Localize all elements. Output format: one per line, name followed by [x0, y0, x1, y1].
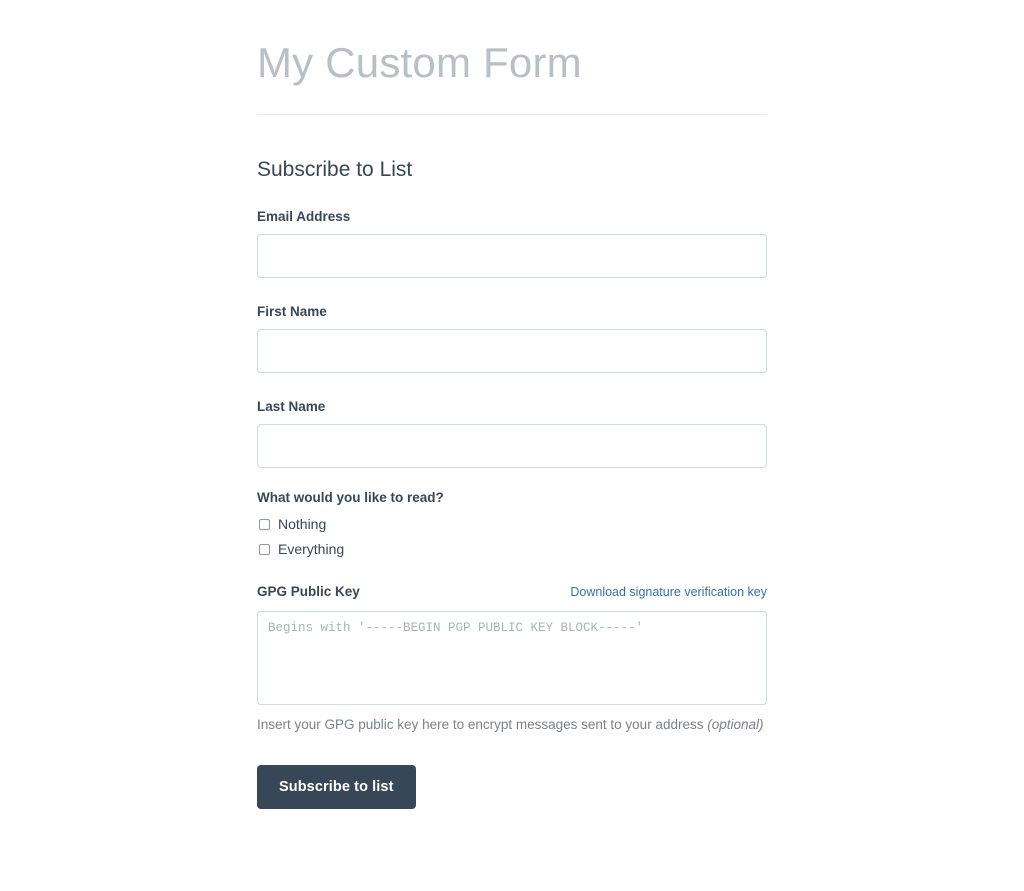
- checkbox-label-nothing: Nothing: [278, 516, 327, 533]
- field-last-name: [257, 399, 767, 468]
- email-label: Email Address: [257, 208, 351, 224]
- field-email-address: [257, 209, 767, 278]
- gpg-public-key-textarea[interactable]: [257, 611, 767, 705]
- last-name-label: Last Name: [257, 398, 326, 414]
- gpg-label: GPG Public Key: [257, 583, 360, 599]
- form-container: [257, 0, 767, 809]
- field-first-name: [257, 304, 767, 373]
- subscribe-to-list-button[interactable]: Subscribe to list: [257, 765, 416, 809]
- gpg-help-text-main: Insert your GPG public key here to encrypt messages sent to your address: [257, 716, 708, 732]
- last-name-input[interactable]: [257, 424, 767, 468]
- checkbox-everything[interactable]: [259, 544, 270, 555]
- checkbox-row-everything[interactable]: [257, 541, 767, 558]
- gpg-help-text-optional: (optional): [707, 716, 764, 732]
- field-interests: [257, 490, 767, 558]
- first-name-input[interactable]: [257, 329, 767, 373]
- download-signature-verification-key-link[interactable]: Download signature verification key: [570, 584, 767, 599]
- email-input[interactable]: [257, 234, 767, 278]
- checkbox-nothing[interactable]: [259, 519, 270, 530]
- gpg-help-text: [257, 716, 767, 734]
- page-title: My Custom Form: [257, 39, 582, 86]
- checkbox-label-everything: Everything: [278, 541, 345, 558]
- first-name-label: First Name: [257, 303, 327, 319]
- section-title: Subscribe to List: [257, 158, 413, 182]
- gpg-header-row: [257, 584, 767, 602]
- field-gpg-public-key: [257, 584, 767, 734]
- checkbox-row-nothing[interactable]: [257, 516, 767, 533]
- interests-label: What would you like to read?: [257, 490, 444, 506]
